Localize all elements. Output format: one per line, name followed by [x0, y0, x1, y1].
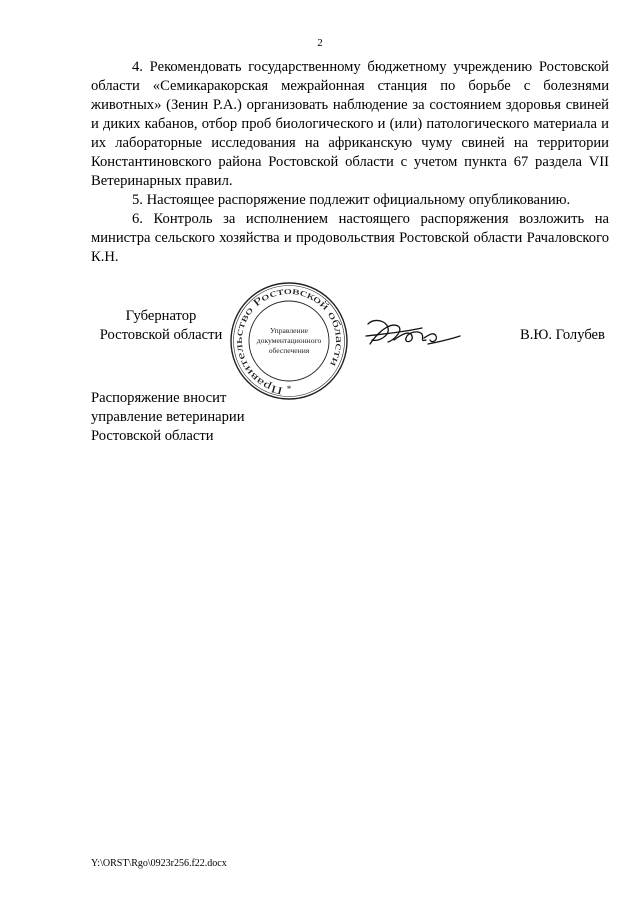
- signatory-title-line1: Губернатор: [125, 308, 197, 324]
- paragraph-4: 4. Рекомендовать государственному бюджетному учреждению Ростовской области «Семикаракорская межрайонная станция по борьбе с болезнями животных» (Зенин Р.А.) организовать наблюдение за состоянием здоровья свиней и диких кабанов, отбор проб биологического и (или) патологического материала и их лабораторные исследования на африканскую чуму свиней на территории Константиновского района Ростовской области с учетом пункта 67 раздела VII Ветеринарных правил.: [91, 59, 609, 189]
- submitted-by-block: [91, 389, 245, 446]
- seal-center-line1: Управление: [269, 326, 309, 335]
- seal-ring-text: Правительство Ростовской области: [233, 285, 345, 396]
- submitted-by-line1: Распоряжение вносит: [91, 390, 227, 406]
- document-body: [91, 58, 609, 267]
- official-seal: [229, 281, 349, 401]
- submitted-by-line3: Ростовской области: [91, 428, 214, 444]
- handwritten-signature: [364, 314, 464, 354]
- seal-star: *: [286, 384, 292, 394]
- file-path-footer: Y:\ORST\Rgo\0923r256.f22.docx: [91, 858, 227, 869]
- paragraph-6: 6. Контроль за исполнением настоящего распоряжения возложить на министра сельского хозяйства и продовольствия Ростовской области Рачаловского К.Н.: [91, 211, 609, 265]
- submitted-by-line2: управление ветеринарии: [91, 409, 245, 425]
- signatory-title-line2: Ростовской области: [99, 327, 223, 343]
- signatory-title: [91, 307, 231, 345]
- page-number: 2: [317, 37, 323, 49]
- seal-center-line3: обеспечения: [268, 346, 310, 355]
- seal-center-line2: документационного: [256, 336, 322, 345]
- paragraph-5: 5. Настоящее распоряжение подлежит официальному опубликованию.: [132, 192, 571, 208]
- signatory-name: В.Ю. Голубев: [520, 327, 605, 343]
